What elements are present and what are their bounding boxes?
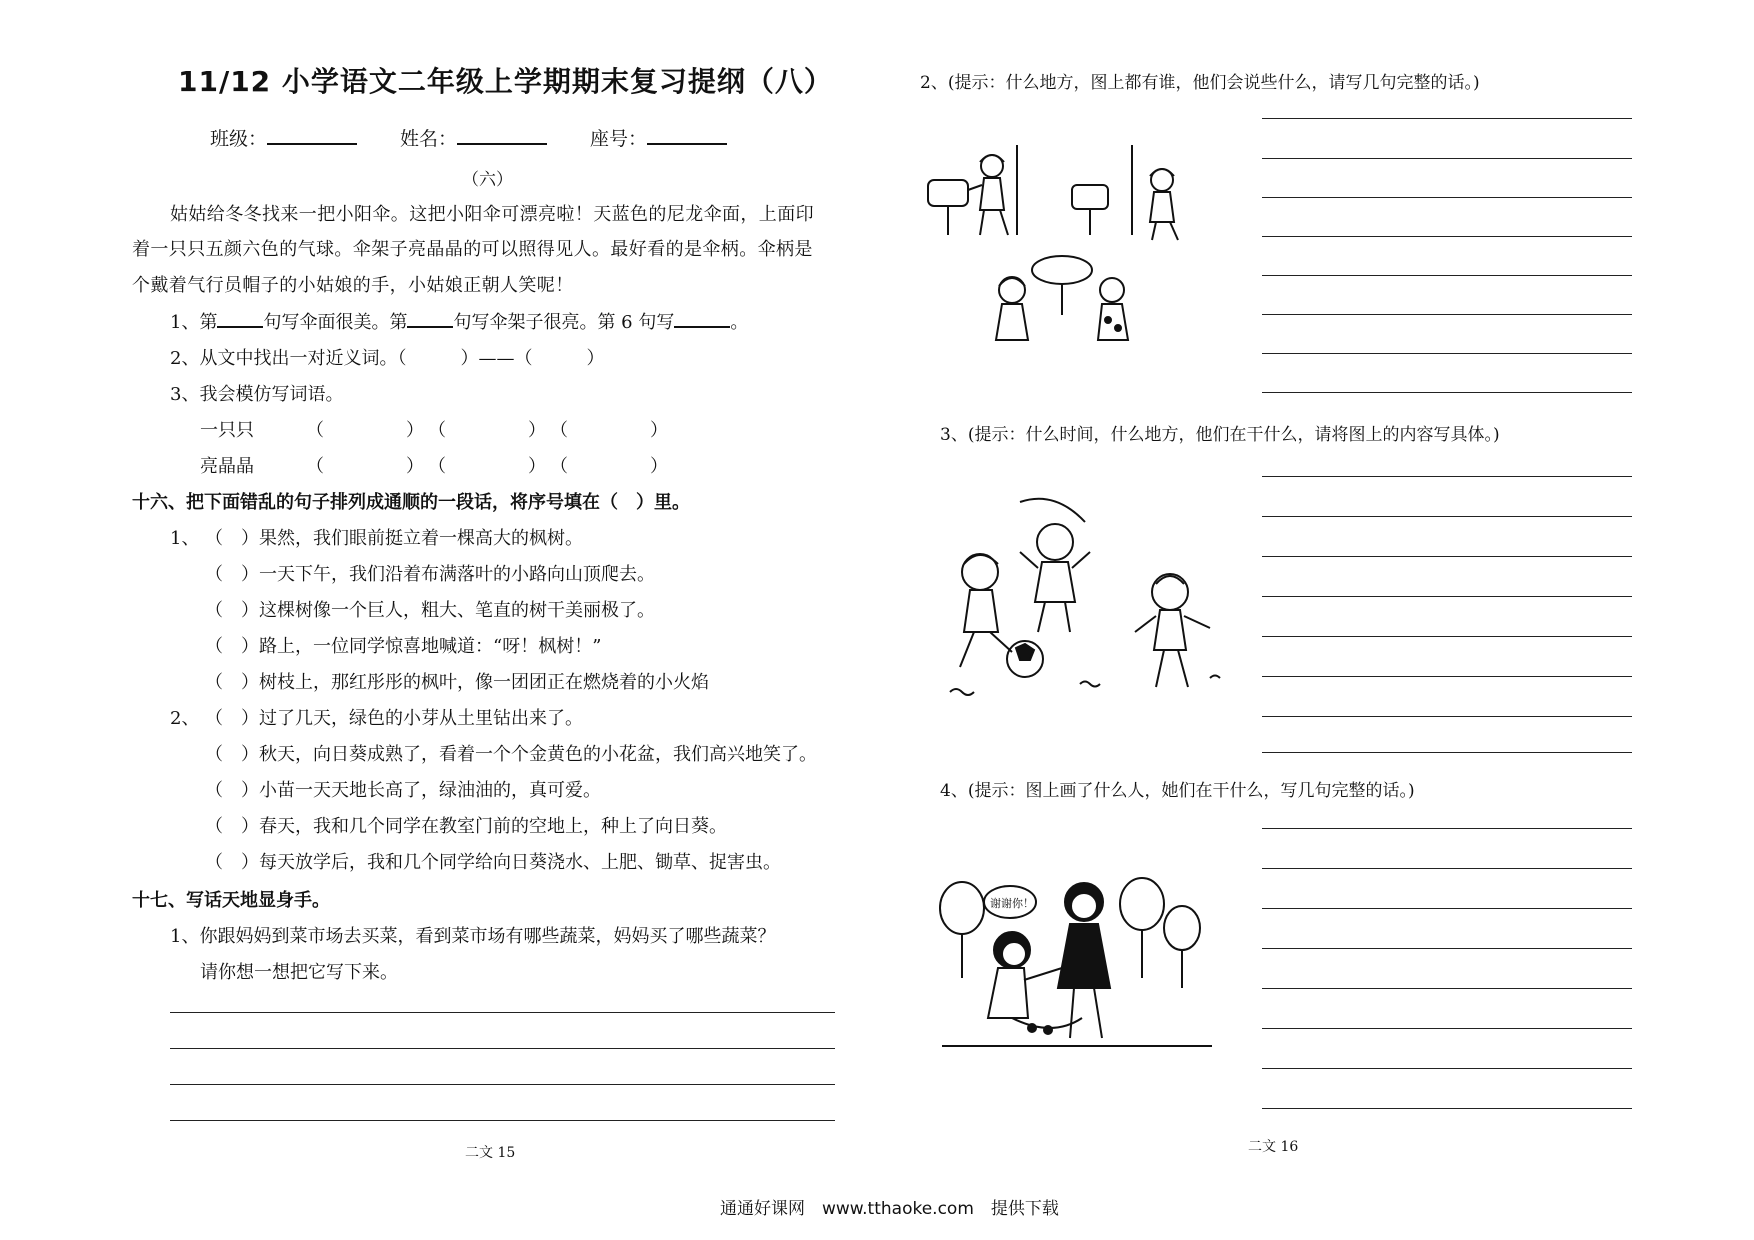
name-label: 姓名： xyxy=(400,128,458,150)
q1-part-c: 句写伞架子很亮。第 6 句写 xyxy=(453,312,675,333)
writing-line xyxy=(1262,516,1632,517)
s17-q1-line-2: 请你想一想把它写下来。 xyxy=(200,962,398,983)
writing-line xyxy=(1262,948,1632,949)
passage-line-1: 姑姑给冬冬找来一把小阳伞。这把小阳伞可漂亮啦！天蓝色的尼龙伞面，上面印 xyxy=(170,204,814,225)
page-number-right: 二文 16 xyxy=(1248,1139,1299,1155)
class-field xyxy=(210,124,357,151)
writing-line xyxy=(1262,392,1632,393)
name-field xyxy=(400,124,547,151)
class-blank xyxy=(267,143,357,145)
right-question-2: 2、(提示：什么地方，图上都有谁，他们会说些什么，请写几句完整的话。) xyxy=(920,73,1480,93)
writing-line xyxy=(1262,908,1632,909)
helping-girl-illustration xyxy=(932,868,1222,1058)
writing-line xyxy=(1262,636,1632,637)
page-title: 11/12 小学语文二年级上学期期末复习提纲（八） xyxy=(178,65,833,98)
writing-line xyxy=(1262,236,1632,237)
writing-line xyxy=(1262,314,1632,315)
imitate-word-1: 一只只 xyxy=(200,420,254,441)
right-question-4: 4、(提示：图上画了什么人，她们在干什么，写几句完整的话。) xyxy=(940,781,1415,801)
writing-line xyxy=(1262,868,1632,869)
s16-group1-number: 1、 xyxy=(170,528,200,549)
q1-blank-1 xyxy=(217,326,263,328)
writing-line xyxy=(1262,118,1632,119)
name-blank xyxy=(457,143,547,145)
writing-line xyxy=(170,1048,835,1049)
page-number-left: 二文 15 xyxy=(465,1145,516,1161)
writing-line xyxy=(1262,476,1632,477)
imitate-word-2: 亮晶晶 xyxy=(200,456,254,477)
s16-g2-item: （ ）春天，我和几个同学在教室门前的空地上，种上了向日葵。 xyxy=(205,816,727,837)
speech-bubble-text: 谢谢你！ xyxy=(990,897,1034,910)
writing-line xyxy=(1262,275,1632,276)
s16-g1-item: （ ）这棵树像一个巨人，粗大、笔直的树干美丽极了。 xyxy=(205,600,655,621)
writing-line xyxy=(1262,716,1632,717)
writing-line xyxy=(170,1120,835,1121)
seat-field xyxy=(590,124,727,151)
q1-blank-2 xyxy=(407,326,453,328)
s16-g1-item: （ ）路上，一位同学惊喜地喊道：“呀！枫树！” xyxy=(205,636,602,657)
writing-line xyxy=(1262,596,1632,597)
s16-g2-item: （ ）小苗一天天地长高了，绿油油的，真可爱。 xyxy=(205,780,601,801)
s16-g1-item: （ ）果然，我们眼前挺立着一棵高大的枫树。 xyxy=(205,528,583,549)
writing-line xyxy=(1262,1068,1632,1069)
download-footer: 通通好课网 www.tthaoke.com 提供下载 xyxy=(720,1199,1059,1219)
drinking-fountain-illustration xyxy=(922,140,1222,355)
s16-g2-item: （ ）过了几天，绿色的小芽从土里钻出来了。 xyxy=(205,708,583,729)
writing-line xyxy=(1262,1028,1632,1029)
seat-label: 座号： xyxy=(590,128,648,150)
imitate-blanks-1: （ ） （ ） （ ） xyxy=(306,420,670,441)
children-playing-illustration xyxy=(920,492,1250,717)
imitate-blanks-2: （ ） （ ） （ ） xyxy=(306,456,670,477)
question-3: 3、我会模仿写词语。 xyxy=(170,384,344,405)
writing-line xyxy=(1262,676,1632,677)
question-1 xyxy=(170,308,748,334)
question-2: 2、从文中找出一对近义词。（ ）——（ ） xyxy=(170,348,605,369)
writing-line xyxy=(1262,556,1632,557)
s16-g2-item: （ ）秋天，向日葵成熟了，看着一个个金黄色的小花盆，我们高兴地笑了。 xyxy=(205,744,817,765)
s16-g1-item: （ ）一天下午，我们沿着布满落叶的小路向山顶爬去。 xyxy=(205,564,655,585)
writing-line xyxy=(170,1012,835,1013)
writing-line xyxy=(1262,988,1632,989)
seat-blank xyxy=(647,143,727,145)
s16-group2-number: 2、 xyxy=(170,708,200,729)
passage-line-2: 着一只只五颜六色的气球。伞架子亮晶晶的可以照得见人。最好看的是伞柄。伞柄是 xyxy=(132,239,813,260)
q1-blank-3 xyxy=(674,326,730,328)
passage-line-3: 个戴着气行员帽子的小姑娘的手，小姑娘正朝人笑呢！ xyxy=(132,275,574,296)
s16-g1-item: （ ）树枝上，那红彤彤的枫叶，像一团团正在燃烧着的小火焰 xyxy=(205,672,709,693)
writing-line xyxy=(1262,1108,1632,1109)
q1-part-a: 1、第 xyxy=(170,312,218,333)
right-question-3: 3、(提示：什么时间，什么地方，他们在干什么，请将图上的内容写具体。) xyxy=(940,425,1500,445)
writing-line xyxy=(1262,353,1632,354)
writing-line xyxy=(1262,158,1632,159)
class-label: 班级： xyxy=(210,128,268,150)
writing-line xyxy=(170,1084,835,1085)
section-17-heading: 十七、写话天地显身手。 xyxy=(132,890,330,911)
section-16-heading: 十六、把下面错乱的句子排列成通顺的一段话，将序号填在（ ）里。 xyxy=(132,492,690,513)
writing-line xyxy=(1262,752,1632,753)
section-label: （六） xyxy=(462,170,513,190)
writing-line xyxy=(1262,197,1632,198)
writing-line xyxy=(1262,828,1632,829)
q1-part-d: 。 xyxy=(730,312,749,333)
s17-q1-line-1: 1、你跟妈妈到菜市场去买菜，看到菜市场有哪些蔬菜，妈妈买了哪些蔬菜？ xyxy=(170,926,776,947)
q1-part-b: 句写伞面很美。第 xyxy=(263,312,408,333)
s16-g2-item: （ ）每天放学后，我和几个同学给向日葵浇水、上肥、锄草、捉害虫。 xyxy=(205,852,781,873)
